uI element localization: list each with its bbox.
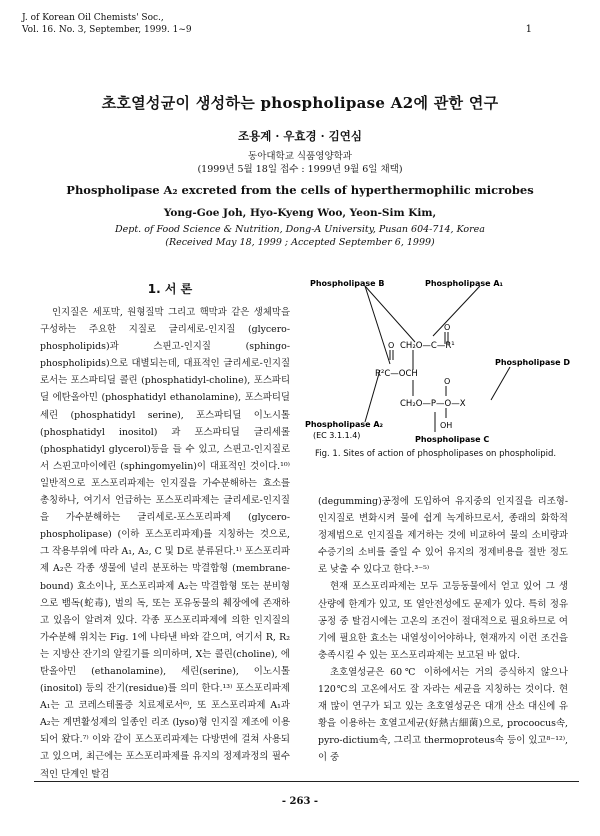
label-phospholipase-c: Phospholipase C bbox=[415, 435, 490, 444]
right-column bbox=[318, 493, 568, 767]
arrow-pb-2 bbox=[365, 286, 390, 364]
korean-title: 초호열성균이 생성하는 phospholipase A2에 관한 연구 bbox=[101, 94, 499, 112]
section-heading: 1. 서 론 bbox=[147, 282, 193, 296]
arrow-pb-1 bbox=[365, 286, 415, 342]
chem-row-top: CH₂O—C—R¹ bbox=[400, 341, 455, 351]
label-phospholipase-b: Phospholipase B bbox=[310, 279, 385, 288]
arrow-pd bbox=[491, 367, 510, 400]
phospholipase-figure bbox=[305, 272, 585, 447]
korean-affiliation: 동아대학교 식품영양학과 bbox=[248, 151, 352, 162]
chem-oxygen-phosphate: O bbox=[444, 377, 451, 386]
english-title: Phospholipase A₂ excreted from the cells of hyperthermophilic microbes bbox=[66, 183, 534, 197]
label-phospholipase-d: Phospholipase D bbox=[495, 358, 570, 367]
right-paragraph-3: 초호열성균은 60℃ 이하에서는 거의 증식하지 않으나 120℃의 고온에서도 잘 자라는 세균을 지칭하는 것이다. 현재 많이 연구가 되고 있는 초호열성균은 대개 산소 대신에 유황을 이용하는 호열고세균(好熱古細菌)으로, procoocus속, pyro-dictium속, 그리고 thermoproteus속 등이 있고⁸⁻¹²⁾, 이 중 bbox=[318, 666, 568, 764]
label-phospholipase-a1: Phospholipase A₁ bbox=[425, 279, 504, 288]
right-paragraph-1: (degumming)공정에 도입하여 유지중의 인지질을 리조형-인지질로 변화시켜 물에 쉽게 녹게하므로서, 종래의 화학적 정제법으로 인지질을 제거하는 것에 비교하여 물의 소비량과 수증기의 소비를 줄일 수 있어 유지의 정제비용을 절반 정도로 낮출 수 있다고 한다.³⁻⁵⁾ bbox=[318, 496, 568, 576]
journal-citation bbox=[22, 12, 192, 36]
chem-hydroxyl: OH bbox=[440, 421, 453, 430]
chem-row-mid: R²C—OCH bbox=[375, 369, 418, 379]
english-affiliation: Dept. of Food Science & Nutrition, Dong-A University, Pusan 604-714, Korea bbox=[115, 224, 485, 235]
arrow-pa1 bbox=[433, 286, 480, 336]
chem-oxygen-top: O bbox=[444, 323, 451, 332]
right-paragraph-2: 현재 포스포리파제는 모두 고등동물에서 얻고 있어 그 생산량에 한계가 있고, 또 열안전성에도 문제가 있다. 특히 정유공정 중 탈검시에는 고온의 조건이 절대적으로 필요하므로 여기에 필요한 효소는 내열성이어야하나, 현재까지 이런 조건을 충족시킬 수 있는 포스포리파제는 보고된 바 없다. bbox=[318, 581, 568, 661]
journal-line-1: J. of Korean Oil Chemists' Soc., bbox=[22, 13, 164, 23]
chem-oxygen-mid: O bbox=[388, 341, 395, 350]
left-column bbox=[40, 304, 290, 783]
figure-caption: Fig. 1. Sites of action of phospholipases on phospholipid. bbox=[315, 449, 557, 459]
label-phospholipase-a2: Phospholipase A₂ bbox=[305, 420, 384, 429]
footer-divider bbox=[34, 781, 579, 782]
korean-dates: (1999년 5월 18일 접수 : 1999년 9월 6일 채택) bbox=[197, 164, 403, 175]
chem-row-bottom: CH₂O—P—O—X bbox=[400, 399, 466, 409]
journal-line-2: Vol. 16. No. 3, September, 1999. 1~9 bbox=[22, 25, 192, 35]
left-paragraph-1: 인지질은 세포막, 원형질막 그리고 핵막과 같은 생체막을 구성하는 주요한 지질로 글리세로-인지질 (glycero-phospholipids)과 스핀고-인지질 (sphingo-phospholipids)으로 대별되는데, 대표적인 글리세로-인지질로서는 포스파티딜 콜린 (phosphatidyl-choline), 포스파티딜 에탄올아민 (phosphatidyl ethanolamine), 포스파티딜 세린 (phosphatidyl serine), 포스파티딜 이노시톨 (phosphatidyl inositol) 과 포스파티딜 글리세롤 (phosphatidyl glycerol)등을 들 수 있고, 스핀고-인지질로서 스핀고마이에린 (sphingomyelin)이 대표적인 것이다.¹⁰⁾ 일반적으로 포스포리파제는 인지질을 가수분해하는 효소를 총칭하나, 여기서 언급하는 포스포리파제는 글리세로-인지질을 가수분해하는 글리세로-포스포리파제 (glycero-phospholipase) (이하 포스포리파제)를 지칭하는 것으로, 그 작용부위에 따라 A₁, A₂, C 및 D로 분류된다.¹⁾ 포스포리파제 A₂은 각종 생물에 널리 분포하는 막결합형 (membrane-bound) 효소이나, 포스포리파제 A₂는 막결합형 또는 분비형으로 뱀독(蛇毒), 벌의 독, 또는 포유동물의 췌장에에 존재하고 있음이 알려져 있다. 각종 포스포리파제에 의한 인지질의 가수분해 위치는 Fig. 1에 나타낸 바와 같으며, 여기서 R, R₂는 지방산 잔기의 알킬기를 의미하며, X는 콜린(choline), 에탄올아민 (ethanolamine), 세린(serine), 이노시톨(inositol) 등의 잔기(residue)를 의미 한다.¹³⁾ 포스포리파제 A₁는 고 코레스테롤증 치료제로서⁶⁾, 또 포스포리파제 A₁과 A₂는 계면활성제의 일종인 리조 (lyso)형 인지질 제조에 이용되어 왔다.⁷⁾ 이와 같이 포스포리파제는 다방면에 걸쳐 사용되고 있으며, 최근에는 포스포리파제를 유지의 정제과정의 필수적인 단계인 탈검 bbox=[40, 307, 290, 780]
footer-page-number: - 263 - bbox=[281, 796, 319, 807]
label-ec-number: (EC 3.1.1.4) bbox=[313, 431, 361, 440]
english-authors: Yong-Goe Joh, Hyo-Kyeng Woo, Yeon-Sim Kim, bbox=[163, 207, 437, 219]
english-dates: (Received May 18, 1999 ; Accepted September 6, 1999) bbox=[165, 237, 435, 248]
page-number: 1 bbox=[525, 24, 532, 35]
korean-authors: 조용계 · 우효경 · 김연심 bbox=[237, 129, 362, 143]
